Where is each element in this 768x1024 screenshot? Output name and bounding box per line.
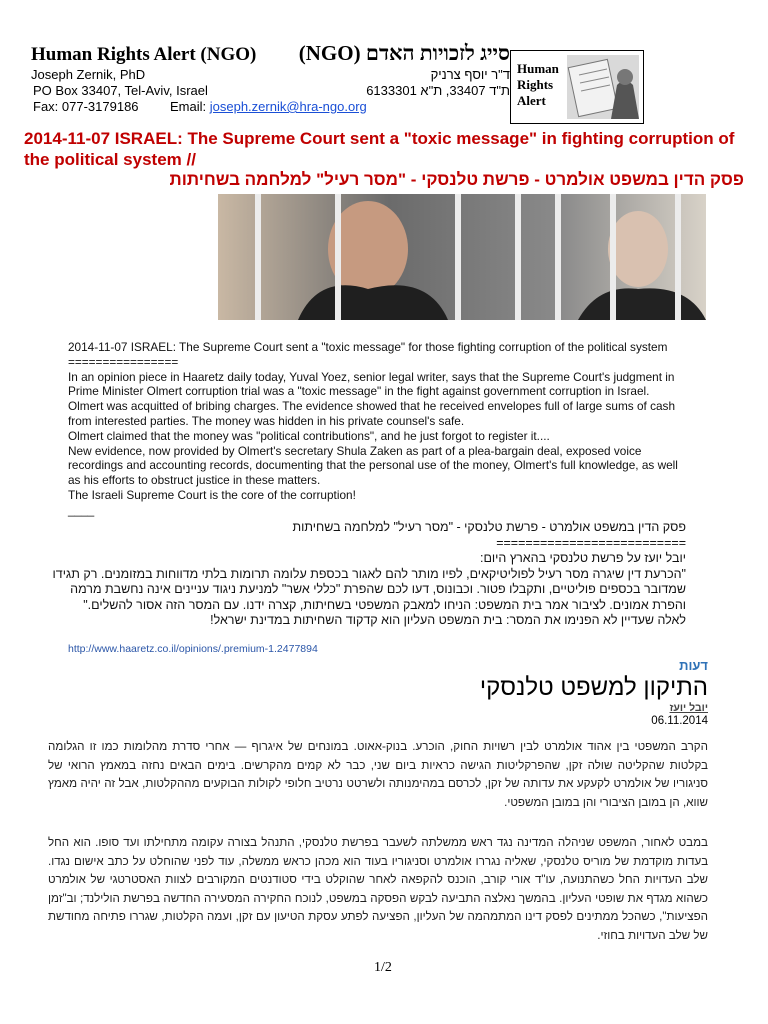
- court-photo: [218, 194, 706, 320]
- english-body-title: 2014-11-07 ISRAEL: The Supreme Court sent a "toxic message" for those fighting corruption of the political system: [68, 340, 668, 354]
- logo-line-2: Rights: [517, 77, 554, 92]
- org-name-hebrew: סייג לזכויות האדם (NGO): [298, 41, 510, 65]
- fax-number: Fax: 077-3179186: [33, 99, 139, 114]
- article-date: 06.11.2014: [651, 715, 708, 727]
- english-body-conclusion: The Israeli Supreme Court is the core of the corruption!: [68, 487, 356, 502]
- address-english: PO Box 33407, Tel-Aviv, Israel: [33, 83, 208, 98]
- english-body-separator: ____: [68, 502, 95, 517]
- email-label: Email:: [170, 99, 207, 114]
- article-paragraph-2: במבט לאחור, המשפט שניהלה המדינה נגד ראש ממשלתה לשעבר בפרשת טלנסקי, התנהל בצורה עקומה מתחילתו ועד סופו. הוא החל בעדות מוקדמת של מוריס טלנסקי, שאליה נגררו אולמרט וסניגוריו בעוד הוא מכהן כראש ממשלה, עוד לפני שהוחלט על כתב אישום נגדו. שלב העדויות החל כשהתנועה, עו"ד אורי קורב, הוכנס להקפאה לאחר שהוקלט בידי סטודנטים המקורבים לצוות האסטרטגי של אולמרט כשהוא מגדף את שופטי העליון. בהמשך נאלצה התביעה לבקש הפסקה במשפט, לנוכח החקירה המסעירה החדשה בפרשת הולילנד; וב"זמן הפציעות", כשהכל ממתינים לפסק דינו המתמהמה של העליון, הפציעה לפתע עסקת הטיעון עם זקן, ועמה הקלטות, שגררו פתיחה מחודשת של שלב העדויות בחוזי.: [48, 836, 708, 942]
- article-title: התיקון למשפט טלנסקי: [479, 674, 708, 701]
- hebrew-body-divider: ==========================: [496, 535, 686, 550]
- logo-line-1: Human: [517, 61, 559, 76]
- logo-text: [517, 61, 559, 109]
- hebrew-body-title: פסק הדין במשפט אולמרט - פרשת טלנסקי - "מסר רעיל" למלחמה בשחיתות: [292, 520, 686, 534]
- article-paragraph-1: הקרב המשפטי בין אהוד אולמרט לבין רשויות החוק, הוכרע. בנוק-אאוט. במונחים של איגרוף — אחרי סדרת מהלומות כמו זו הגלומה בקלטות שהקליטה שולה זקן, שהפרקליטות הגישה כראיות ביום שני, כבר לא קמים מהקרשים. בימים הבאים נחזה במאמץ הרואי של סניגוריו של אולמרט לקעקע את עדותה של זקן, לכרסם במהימנותה ולשרטט נרטיב חלופי לקולות הבוקעים מההקלטות, אבל זה יהיה מאמץ שווא, הן במובן הציבורי והן במובן המשפטי.: [48, 740, 708, 809]
- haaretz-link[interactable]: http://www.haaretz.co.il/opinions/.premium-1.2477894: [68, 643, 318, 655]
- article-author[interactable]: יובל יועז: [669, 702, 708, 714]
- english-body-paragraph: New evidence, now provided by Olmert's secretary Shula Zaken as part of a plea-bargain deal, exposed voice recordings and accounting records, documenting that the personal use of the money, Olmert's full knowledge, as well as his efforts to obstruct justice in these matters.: [68, 443, 678, 488]
- page-number: 1/2: [374, 960, 392, 975]
- headline-hebrew: פסק הדין במשפט אולמרט - פרשת טלנסקי - "מסר רעיל" למלחמה בשחיתות: [169, 170, 744, 189]
- author-name-hebrew: ד"ר יוסף צרניק: [430, 67, 510, 82]
- english-body: [68, 340, 688, 518]
- org-name-english: Human Rights Alert (NGO): [31, 44, 257, 65]
- english-body-paragraph: In an opinion piece in Haaretz daily today, Yuval Yoez, senior legal writer, says that the Supreme Court's judgment in Prime Minister Olmert corruption trial was a "toxic message" in the fight against government corruption in Israel. Olmert was acquitted of bribing charges. The evidence showed that he received envelopes full of large sums of cash from interested parties. The money was hidden in his private counsel's safe.: [68, 369, 676, 428]
- hebrew-body-quote: "הכרעת דין שיגרה מסר רעיל לפוליטיקאים, לפיו מותר להם לאגור בכספת עלומה תרומות בלתי מדווחות במזומנים. רק תגידו שמדובר בכספים פוליטיים, ותקבלו פטור. וכבונוס, דעו לכם שהפרת "כללי אשר" למניעת ניגוד עניינים אינה נחשבת מרמה והפרת אמונים. לציבור אמר בית המשפט: הניחו למאבק המשפטי בשחיתות, קצרה ידנו. עם המסר הזה אסור להשלים.": [52, 566, 686, 612]
- hebrew-body-intro: יובל יועז על פרשת טלנסקי בהארץ היום:: [479, 551, 686, 565]
- hebrew-body: [46, 520, 686, 629]
- email-line: [170, 99, 367, 114]
- address-hebrew: ת"ד 33407, ת"א 6133301: [366, 83, 510, 98]
- section-label[interactable]: דעות: [679, 658, 708, 673]
- hebrew-body-conclusion: לאלה שעדיין לא הפנימו את המסר: בית המשפט העליון הוא קדקוד השחיתות במדינת ישראל!: [210, 613, 686, 627]
- author-name-english: Joseph Zernik, PhD: [31, 67, 146, 82]
- headline-english: 2014-11-07 ISRAEL: The Supreme Court sent a "toxic message" in fighting corruption of the political system //: [24, 129, 735, 169]
- english-body-divider: ================: [68, 354, 179, 369]
- english-body-paragraph: Olmert claimed that the money was "political contributions", and he just forgot to register it....: [68, 428, 550, 443]
- logo: [510, 50, 644, 124]
- email-link[interactable]: joseph.zernik@hra-ngo.org: [209, 99, 367, 114]
- logo-line-3: Alert: [517, 93, 546, 108]
- logo-image-icon: [567, 55, 639, 119]
- court-photo-image: [218, 194, 706, 320]
